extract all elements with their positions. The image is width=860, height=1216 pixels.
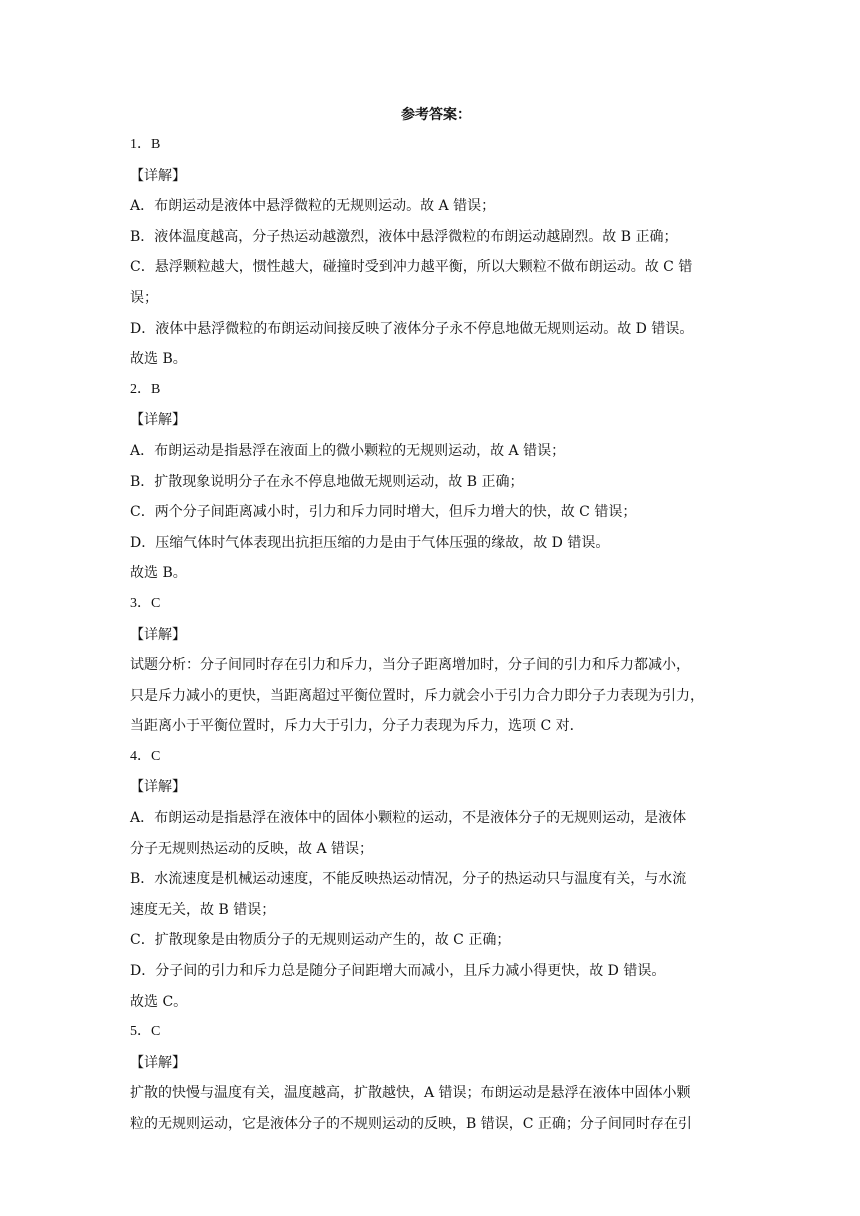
answer-item-1 [130,130,742,375]
answer-line: 当距离小于平衡位置时，斥力大于引力，分子力表现为斥力，选项 C 对． [130,718,584,735]
answer-line: 误； [130,289,158,306]
answer-line: D．压缩气体时气体表现出抗拒压缩的力是由于气体压强的缘故，故 D 错误。 [130,534,610,551]
answer-line: 故选 B。 [130,351,187,368]
answer-line: 扩散的快慢与温度有关，温度越高，扩散越快，A 错误；布朗运动是悬浮在液体中固体小颗 [130,1085,691,1102]
answer-number: 2．B [130,381,161,397]
answer-item-3 [130,589,742,742]
answer-line: C．扩散现象是由物质分子的无规则运动产生的，故 C 正确； [130,932,511,949]
answer-line: 试题分析：分子间同时存在引力和斥力，当分子距离增加时，分子间的引力和斥力都减小， [130,657,690,674]
detail-heading: 【详解】 [130,1054,186,1071]
answer-line: 故选 B。 [130,565,187,582]
detail-heading: 【详解】 [130,412,186,429]
answer-line: 只是斥力减小的更快，当距离超过平衡位置时，斥力就会小于引力合力即分子力表现为引力， [130,687,704,704]
answer-item-4 [130,742,742,1017]
answer-line: 粒的无规则运动，它是液体分子的不规则运动的反映，B 错误，C 正确；分子间同时存在引 [130,1116,692,1132]
answer-line: B．水流速度是机械运动速度，不能反映热运动情况，分子的热运动只与温度有关，与水流 [130,871,687,888]
answer-number: 3．C [130,595,161,611]
answer-number: 1．B [130,137,161,152]
answer-line: 分子无规则热运动的反映，故 A 错误； [130,840,374,857]
document-page [130,101,742,1140]
answer-line: B．液体温度越高，分子热运动越激烈，液体中悬浮微粒的布朗运动越剧烈。故 B 正确； [130,228,678,245]
answer-line: A．布朗运动是指悬浮在液面上的微小颗粒的无规则运动，故 A 错误； [130,442,566,459]
answer-line: A．布朗运动是指悬浮在液体中的固体小颗粒的运动，不是液体分子的无规则运动，是液体 [130,810,687,827]
answer-line: B．扩散现象说明分子在永不停息地做无规则运动，故 B 正确； [130,473,524,490]
answer-line: D．液体中悬浮微粒的布朗运动间接反映了液体分子永不停息地做无规则运动。故 D 错误。 [130,320,694,337]
answer-line: 故选 C。 [130,993,188,1010]
answer-line: A．布朗运动是液体中悬浮微粒的无规则运动。故 A 错误； [130,198,496,215]
detail-heading: 【详解】 [130,779,186,796]
answer-line: C．悬浮颗粒越大，惯性越大，碰撞时受到冲力越平衡，所以大颗粒不做布朗运动。故 C 错 [130,259,693,276]
answer-number: 5．C [130,1024,161,1040]
detail-heading: 【详解】 [130,167,186,184]
answer-number: 4．C [130,748,161,764]
answer-line: C．两个分子间距离减小时，引力和斥力同时增大，但斥力增大的快，故 C 错误； [130,504,637,521]
answer-line: 速度无关，故 B 错误； [130,901,276,918]
answer-line: D．分子间的引力和斥力总是随分子间距增大而减小，且斥力减小得更快，故 D 错误。 [130,963,666,980]
answer-item-2 [130,375,742,589]
detail-heading: 【详解】 [130,626,186,643]
page-title: 参考答案： [401,107,471,123]
answer-item-5 [130,1017,742,1139]
